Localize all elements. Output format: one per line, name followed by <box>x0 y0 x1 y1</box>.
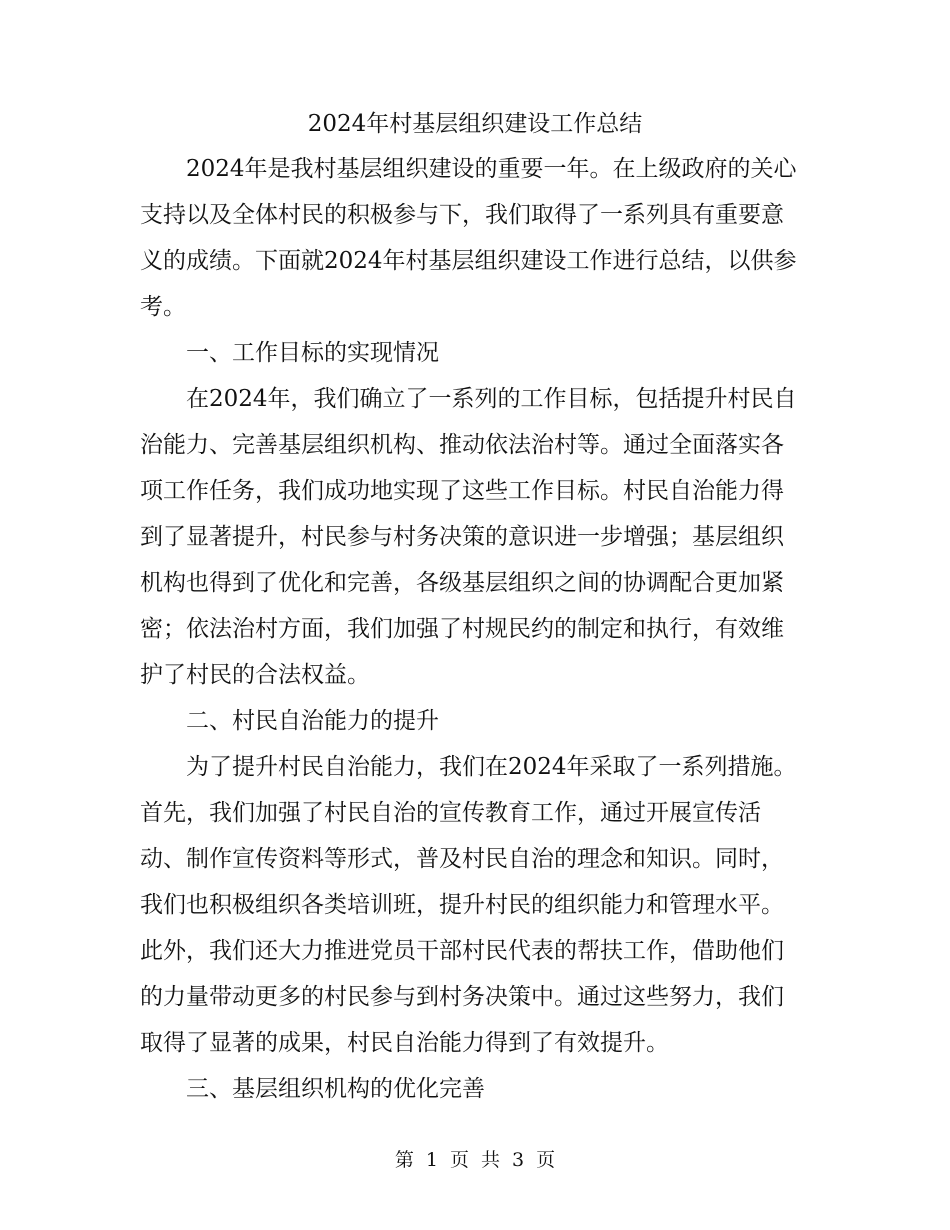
paragraph-line: 动、制作宣传资料等形式，普及村民自治的理念和知识。同时， <box>140 846 784 872</box>
section-heading-1: 一、工作目标的实现情况 <box>186 340 439 366</box>
paragraph-line: 义的成绩。下面就2024年村基层组织建设工作进行总结，以供参 <box>140 248 797 274</box>
paragraph-line: 的力量带动更多的村民参与到村务决策中。通过这些努力，我们 <box>140 984 784 1010</box>
section-heading-3: 三、基层组织机构的优化完善 <box>186 1076 485 1102</box>
paragraph-line: 支持以及全体村民的积极参与下，我们取得了一系列具有重要意 <box>140 202 784 228</box>
page-number-footer: 第 1 页 共 3 页 <box>394 1149 556 1171</box>
paragraph-line: 2024年是我村基层组织建设的重要一年。在上级政府的关心 <box>186 156 797 182</box>
paragraph-line: 此外，我们还大力推进党员干部村民代表的帮扶工作，借助他们 <box>140 938 784 964</box>
document-body <box>140 146 810 1112</box>
paragraph-line: 首先，我们加强了村民自治的宣传教育工作，通过开展宣传活 <box>140 800 761 826</box>
paragraph-line: 护了村民的合法权益。 <box>140 662 370 688</box>
section-1-paragraph <box>140 376 810 698</box>
paragraph-line: 为了提升村民自治能力，我们在2024年采取了一系列措施。 <box>186 754 797 780</box>
paragraph-line: 机构也得到了优化和完善，各级基层组织之间的协调配合更加紧 <box>140 570 784 596</box>
paragraph-line: 到了显著提升，村民参与村务决策的意识进一步增强；基层组织 <box>140 524 784 550</box>
paragraph-line: 取得了显著的成果，村民自治能力得到了有效提升。 <box>140 1030 669 1056</box>
section-heading-2: 二、村民自治能力的提升 <box>186 708 439 734</box>
paragraph-line: 考。 <box>140 294 186 320</box>
paragraph-line: 在2024年，我们确立了一系列的工作目标，包括提升村民自 <box>186 386 797 412</box>
section-2-paragraph <box>140 744 810 1066</box>
paragraph-line: 治能力、完善基层组织机构、推动依法治村等。通过全面落实各 <box>140 432 784 458</box>
paragraph-line: 我们也积极组织各类培训班，提升村民的组织能力和管理水平。 <box>140 892 784 918</box>
paragraph-line: 项工作任务，我们成功地实现了这些工作目标。村民自治能力得 <box>140 478 784 504</box>
paragraph-line: 密；依法治村方面，我们加强了村规民约的制定和执行，有效维 <box>140 616 784 642</box>
document-title: 2024年村基层组织建设工作总结 <box>307 111 643 137</box>
intro-paragraph <box>140 146 810 330</box>
